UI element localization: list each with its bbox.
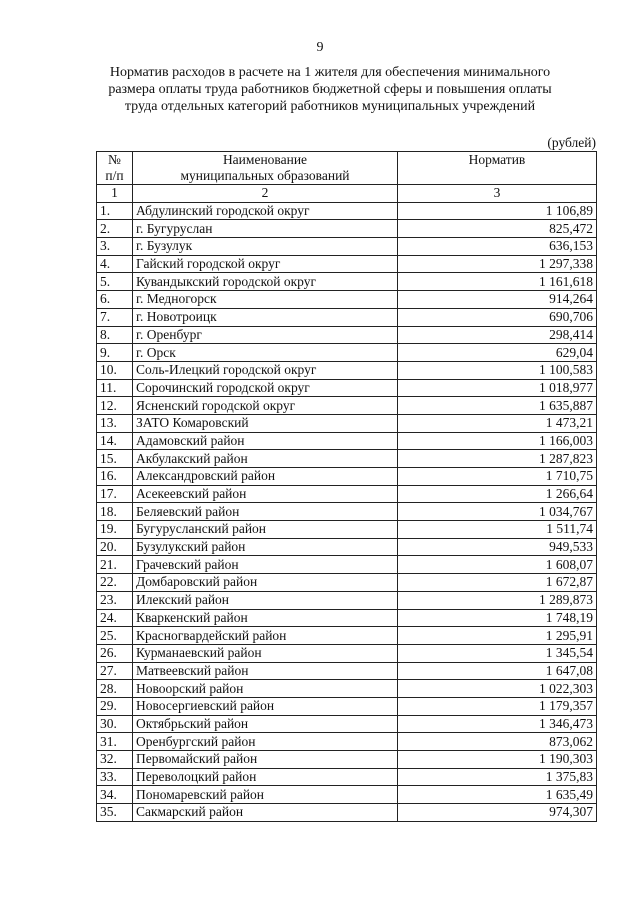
row-name: Александровский район	[133, 468, 398, 486]
row-value: 1 511,74	[398, 521, 597, 539]
row-number: 28.	[97, 680, 133, 698]
row-value: 1 635,49	[398, 786, 597, 804]
row-number: 2.	[97, 220, 133, 238]
table-row	[97, 521, 597, 539]
row-name: г. Медногорск	[133, 291, 398, 309]
table-row	[97, 432, 597, 450]
title-line: размера оплаты труда работников бюджетной сферы и повышения оплаты	[108, 82, 552, 97]
title-line: труда отдельных категорий работников муниципальных учреждений	[124, 99, 536, 114]
row-number: 13.	[97, 414, 133, 432]
row-number: 15.	[97, 450, 133, 468]
row-name: Ясненский городской округ	[133, 397, 398, 415]
row-name: Сорочинский городской округ	[133, 379, 398, 397]
row-name: Октябрьский район	[133, 715, 398, 733]
row-name: Матвеевский район	[133, 662, 398, 680]
row-number: 23.	[97, 591, 133, 609]
row-number: 12.	[97, 397, 133, 415]
header-name	[133, 152, 398, 185]
row-value: 690,706	[398, 308, 597, 326]
row-name: Красногвардейский район	[133, 627, 398, 645]
row-name: Пономаревский район	[133, 786, 398, 804]
norms-table	[96, 151, 597, 822]
row-name: Новосергиевский район	[133, 697, 398, 715]
row-name: Сакмарский район	[133, 804, 398, 822]
row-name: Акбулакский район	[133, 450, 398, 468]
row-number: 17.	[97, 485, 133, 503]
header-name-line: Наименование	[222, 152, 308, 167]
index-cell: 2	[133, 185, 398, 203]
row-number: 7.	[97, 308, 133, 326]
row-name: г. Орск	[133, 344, 398, 362]
row-number: 24.	[97, 609, 133, 627]
row-name: Кувандыкский городской округ	[133, 273, 398, 291]
row-value: 1 710,75	[398, 468, 597, 486]
header-num	[97, 152, 133, 185]
table-row	[97, 697, 597, 715]
row-number: 18.	[97, 503, 133, 521]
row-value: 298,414	[398, 326, 597, 344]
row-name: г. Оренбург	[133, 326, 398, 344]
table-row	[97, 644, 597, 662]
table-row	[97, 344, 597, 362]
row-value: 629,04	[398, 344, 597, 362]
table-row	[97, 238, 597, 256]
table-row	[97, 308, 597, 326]
row-name: Илекский район	[133, 591, 398, 609]
table-row	[97, 591, 597, 609]
row-value: 974,307	[398, 804, 597, 822]
table-row	[97, 255, 597, 273]
row-number: 19.	[97, 521, 133, 539]
table-header-row	[97, 152, 597, 185]
row-number: 9.	[97, 344, 133, 362]
row-value: 1 034,767	[398, 503, 597, 521]
header-num-line: п/п	[105, 168, 124, 183]
row-number: 25.	[97, 627, 133, 645]
table-row	[97, 397, 597, 415]
table-row	[97, 326, 597, 344]
row-name: Асекеевский район	[133, 485, 398, 503]
row-number: 1.	[97, 202, 133, 220]
row-number: 34.	[97, 786, 133, 804]
row-name: г. Новотроицк	[133, 308, 398, 326]
row-value: 873,062	[398, 733, 597, 751]
table-row	[97, 361, 597, 379]
row-value: 1 647,08	[398, 662, 597, 680]
row-number: 35.	[97, 804, 133, 822]
row-name: Новоорский район	[133, 680, 398, 698]
table-row	[97, 202, 597, 220]
row-name: Беляевский район	[133, 503, 398, 521]
row-name: г. Бузулук	[133, 238, 398, 256]
row-value: 1 289,873	[398, 591, 597, 609]
row-value: 1 297,338	[398, 255, 597, 273]
row-name: Кваркенский район	[133, 609, 398, 627]
row-value: 1 266,64	[398, 485, 597, 503]
row-value: 1 161,618	[398, 273, 597, 291]
table-row	[97, 414, 597, 432]
row-value: 1 473,21	[398, 414, 597, 432]
row-value: 1 295,91	[398, 627, 597, 645]
table-row	[97, 680, 597, 698]
index-cell: 1	[97, 185, 133, 203]
row-number: 27.	[97, 662, 133, 680]
row-value: 1 608,07	[398, 556, 597, 574]
row-number: 20.	[97, 538, 133, 556]
row-name: Грачевский район	[133, 556, 398, 574]
row-value: 1 287,823	[398, 450, 597, 468]
row-number: 31.	[97, 733, 133, 751]
row-number: 22.	[97, 574, 133, 592]
row-name: Курманаевский район	[133, 644, 398, 662]
row-value: 1 345,54	[398, 644, 597, 662]
table-row	[97, 273, 597, 291]
table-row	[97, 556, 597, 574]
table-row	[97, 574, 597, 592]
row-number: 4.	[97, 255, 133, 273]
table-row	[97, 786, 597, 804]
document-title	[100, 64, 560, 115]
row-number: 3.	[97, 238, 133, 256]
row-value: 825,472	[398, 220, 597, 238]
row-value: 1 375,83	[398, 768, 597, 786]
table-row	[97, 503, 597, 521]
row-name: Адамовский район	[133, 432, 398, 450]
row-name: Первомайский район	[133, 751, 398, 769]
table-row	[97, 662, 597, 680]
row-name: Соль-Илецкий городской округ	[133, 361, 398, 379]
row-name: Бузулукский район	[133, 538, 398, 556]
row-value: 914,264	[398, 291, 597, 309]
row-name: Гайский городской округ	[133, 255, 398, 273]
row-value: 636,153	[398, 238, 597, 256]
header-num-line: №	[108, 152, 121, 167]
row-number: 21.	[97, 556, 133, 574]
title-line: Норматив расходов в расчете на 1 жителя для обеспечения минимального	[109, 65, 551, 80]
row-number: 5.	[97, 273, 133, 291]
row-value: 1 018,977	[398, 379, 597, 397]
table-row	[97, 609, 597, 627]
row-number: 10.	[97, 361, 133, 379]
row-name: Абдулинский городской округ	[133, 202, 398, 220]
row-name: Домбаровский район	[133, 574, 398, 592]
table-row	[97, 627, 597, 645]
row-value: 1 179,357	[398, 697, 597, 715]
table-row	[97, 715, 597, 733]
table-row	[97, 485, 597, 503]
row-number: 33.	[97, 768, 133, 786]
units-label: (рублей)	[547, 135, 596, 150]
index-cell: 3	[398, 185, 597, 203]
row-number: 32.	[97, 751, 133, 769]
table-row	[97, 220, 597, 238]
table-body	[97, 202, 597, 821]
row-value: 1 190,303	[398, 751, 597, 769]
row-name: Бугурусланский район	[133, 521, 398, 539]
table-row	[97, 468, 597, 486]
row-value: 1 672,87	[398, 574, 597, 592]
row-value: 949,533	[398, 538, 597, 556]
row-number: 11.	[97, 379, 133, 397]
row-number: 8.	[97, 326, 133, 344]
row-value: 1 635,887	[398, 397, 597, 415]
row-value: 1 022,303	[398, 680, 597, 698]
page-number: 9	[316, 40, 324, 55]
table-row	[97, 379, 597, 397]
row-value: 1 166,003	[398, 432, 597, 450]
row-name: г. Бугуруслан	[133, 220, 398, 238]
row-value: 1 748,19	[398, 609, 597, 627]
row-value: 1 100,583	[398, 361, 597, 379]
row-number: 16.	[97, 468, 133, 486]
row-number: 30.	[97, 715, 133, 733]
table-row	[97, 450, 597, 468]
table-row	[97, 768, 597, 786]
row-value: 1 106,89	[398, 202, 597, 220]
row-name: Оренбургский район	[133, 733, 398, 751]
row-number: 6.	[97, 291, 133, 309]
row-name: Переволоцкий район	[133, 768, 398, 786]
table-row	[97, 291, 597, 309]
header-value: Норматив	[398, 152, 597, 185]
row-number: 26.	[97, 644, 133, 662]
table-row	[97, 538, 597, 556]
row-number: 14.	[97, 432, 133, 450]
table-index-row	[97, 185, 597, 203]
table-row	[97, 804, 597, 822]
row-name: ЗАТО Комаровский	[133, 414, 398, 432]
table-row	[97, 751, 597, 769]
table-row	[97, 733, 597, 751]
row-number: 29.	[97, 697, 133, 715]
row-value: 1 346,473	[398, 715, 597, 733]
header-name-line: муниципальных образований	[180, 168, 350, 183]
